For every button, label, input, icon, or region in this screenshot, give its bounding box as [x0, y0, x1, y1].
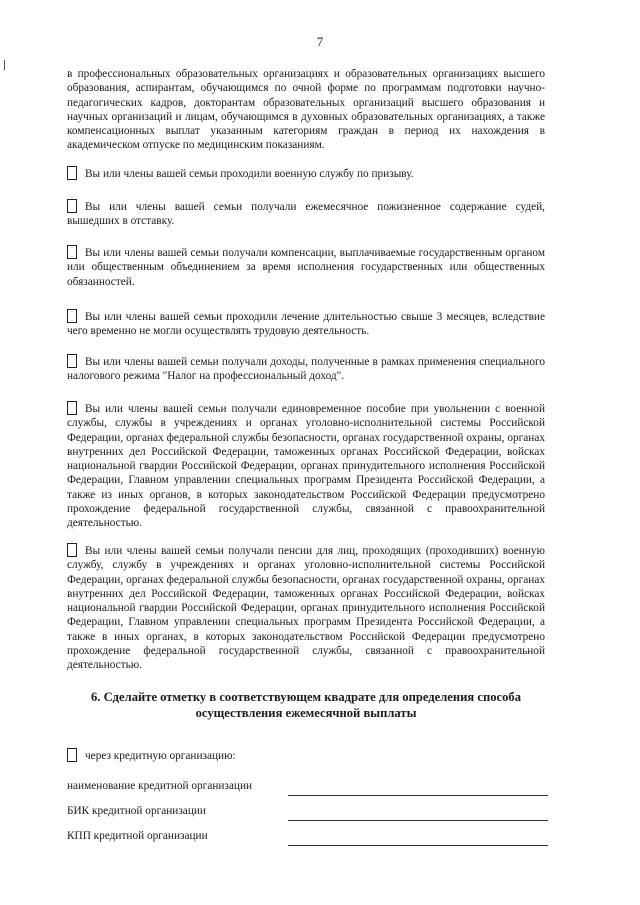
payment-option-checkbox[interactable] [67, 748, 77, 762]
question-checkbox[interactable] [67, 199, 77, 213]
bik-label: БИК кредитной организации [67, 805, 206, 817]
question-judges-pension [67, 199, 545, 229]
question-checkbox[interactable] [67, 543, 77, 557]
question-long-treatment [67, 309, 545, 339]
question-text: Вы или члены вашей семьи получали пенсии для лиц, проходящих (проходивших) военную службу, службу в учреждениях и органах уголовно-исполнительной системы Российской Федерации, органах федеральной службы безопасности, органах государственной охраны, органах внутренних дел Российской Федерации, таможенных органах Российской Федерации, войсках национальной гвардии Российской Федерации, органах принудительного исполнения Российской Федерации, Главном управлении специальных программ Президента Российской Федерации, а также в иных органах, в которых законодательством Российской Федерации предусмотрено прохождение федеральной государственной службы, связанной с правоохранительной деятельностью. [67, 545, 545, 672]
question-text: Вы или члены вашей семьи получали единовременное пособие при увольнении с военной службы, службы в учреждениях и органах уголовно-исполнительной системы Российской Федерации, органах федеральной службы безопасности, органах государственной охраны, органах внутренних дел Российской Федерации, таможенных органах Российской Федерации, войсках национальной гвардии Российской Федерации, органах принудительного исполнения Российской Федерации, Главном управлении специальных программ Президента Российской Федерации, а также из иных органов, в которых законодательством Российской Федерации предусмотрено прохождение федеральной государственной службы, связанной с правоохранительной деятельностью. [67, 403, 545, 530]
question-checkbox[interactable] [67, 309, 77, 323]
scan-mark [4, 60, 5, 70]
kpp-input-line[interactable] [288, 845, 548, 846]
question-text: Вы или члены вашей семьи получали ежемесячное пожизненное содержание судей, вышедших в отставку. [67, 201, 545, 228]
kpp-label: КПП кредитной организации [67, 830, 208, 842]
payment-option-bank [67, 748, 236, 762]
bik-input-line[interactable] [288, 820, 548, 821]
question-checkbox[interactable] [67, 354, 77, 368]
question-service-pension [67, 543, 545, 673]
intro-paragraph: в профессиональных образовательных организациях и образовательных организациях высшего образования, аспирантам, обучающимся по очной форме по программам подготовки научно-педагогических кадров, докторантам образовательных организаций высшего образования и научных организаций и лицам, обучающимся в духовных образовательных организациях, а также компенсационных выплат указанным категориям граждан в период их нахождения в академическом отпуске по медицинским показаниям. [67, 68, 545, 152]
question-checkbox[interactable] [67, 166, 77, 180]
question-state-duties-compensation [67, 245, 545, 289]
payment-option-label: через кредитную организацию: [85, 750, 236, 762]
bank-name-input-line[interactable] [288, 795, 548, 796]
question-dismissal-allowance [67, 401, 545, 531]
bank-name-label: наименование кредитной организации [67, 780, 253, 792]
question-text: Вы или члены вашей семьи получали доходы, полученные в рамках применения специального налогового режима "Налог на профессиональный доход". [67, 356, 545, 383]
page-number: 7 [316, 34, 324, 49]
question-checkbox[interactable] [67, 245, 77, 259]
question-text: Вы или члены вашей семьи проходили военную службу по призыву. [85, 168, 414, 180]
question-military-conscription [67, 166, 545, 181]
question-text: Вы или члены вашей семьи получали компенсации, выплачиваемые государственным органом или общественным объединением за время исполнения государственных или общественных обязанностей. [67, 247, 545, 288]
question-checkbox[interactable] [67, 401, 77, 415]
section-6-heading: 6. Сделайте отметку в соответствующем квадрате для определения способа осуществления ежемесячной выплаты [90, 690, 521, 720]
question-text: Вы или члены вашей семьи проходили лечение длительностью свыше 3 месяцев, вследствие чего временно не могли осуществлять трудовую деятельность. [67, 311, 545, 338]
question-self-employed-income [67, 354, 545, 384]
